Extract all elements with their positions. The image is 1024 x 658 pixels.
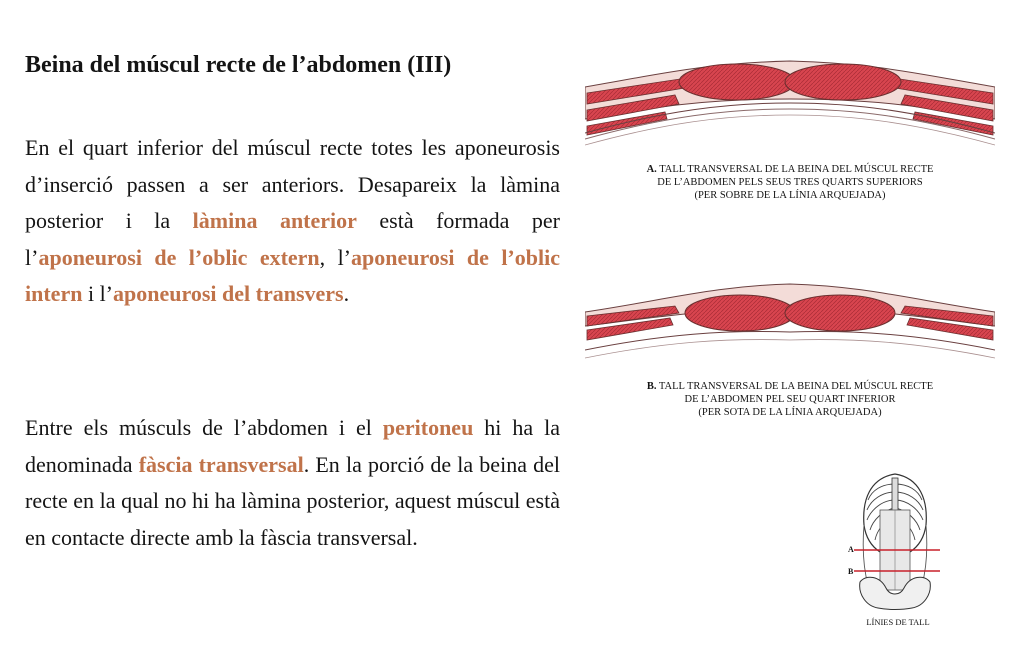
figure-b-cross-section xyxy=(585,280,995,375)
figure-b-caption xyxy=(585,380,995,419)
caption-line: DE L’ABDOMEN PELS SEUS TRES QUARTS SUPERIORS xyxy=(657,177,923,188)
page-title: Beina del múscul recte de l’abdomen (III) xyxy=(25,52,452,78)
caption-line: (PER SOTA DE LA LÍNIA ARQUEJADA) xyxy=(698,407,882,418)
cut-line-a-label: A xyxy=(848,545,854,554)
text-segment: està formada per l’ xyxy=(25,208,560,270)
text-segment: Entre els músculs de l’abdomen i el xyxy=(25,415,383,440)
term-fascia-transversal: fàscia transversal xyxy=(138,451,304,477)
text-segment: En el quart inferior del múscul recte totes les aponeurosis d’inserció passen a ser anteriors. Desapareix la làmina posterior i la xyxy=(25,135,560,233)
text-segment: , l’ xyxy=(319,244,352,270)
caption-letter: A. xyxy=(646,164,657,175)
paragraph-fascia-transversal xyxy=(25,410,560,556)
caption-line: (PER SOBRE DE LA LÍNIA ARQUEJADA) xyxy=(694,190,886,201)
term-aponeurosi-transvers: aponeurosi del transvers xyxy=(113,281,344,306)
figure-a-caption xyxy=(585,163,995,202)
term-aponeurosi-oblic-extern: aponeurosi de l’oblic extern xyxy=(38,244,320,270)
cut-lines-caption: LÍNIES DE TALL xyxy=(866,617,930,627)
text-segment: i l’ xyxy=(82,281,114,306)
paragraph-lower-quarter xyxy=(25,130,560,313)
caption-line: DE L’ABDOMEN PEL SEU QUART INFERIOR xyxy=(684,394,896,405)
cut-line-b-label: B xyxy=(848,567,854,576)
term-peritoneu: peritoneu xyxy=(382,415,474,440)
caption-letter: B. xyxy=(646,381,657,392)
caption-line: TALL TRANSVERSAL DE LA BEINA DEL MÚSCUL RECTE xyxy=(656,381,934,392)
text-segment: . xyxy=(343,281,350,306)
figure-a-cross-section xyxy=(585,55,995,160)
skeleton-cut-lines-figure xyxy=(840,470,950,615)
term-lamina-anterior: làmina anterior xyxy=(192,208,357,233)
term-aponeurosi-oblic-intern: aponeurosi de l’oblic intern xyxy=(25,244,560,306)
text-segment: hi ha la denominada xyxy=(25,415,560,477)
caption-line: TALL TRANSVERSAL DE LA BEINA DEL MÚSCUL RECTE xyxy=(656,164,934,175)
text-segment: . En la porció de la beina del recte en la qual no hi ha làmina posterior, aquest múscul està en contacte directe amb la fàscia transversal. xyxy=(25,451,560,550)
